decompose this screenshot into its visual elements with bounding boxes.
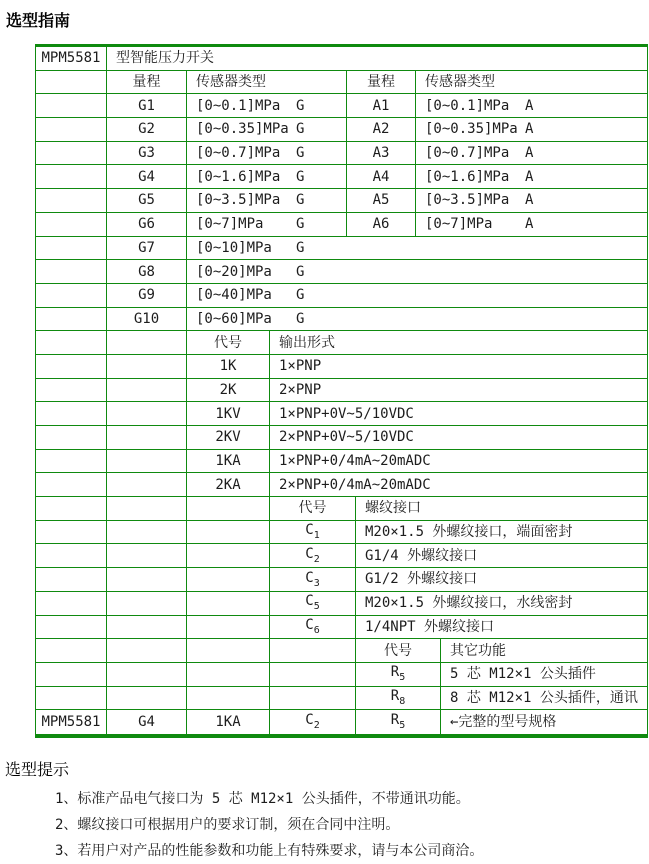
code-subscript: 5 — [399, 672, 406, 684]
g-range-cell — [187, 308, 647, 331]
empty-cell — [36, 142, 107, 165]
output-code — [187, 450, 270, 473]
range-text: [0~0.1]MPa — [425, 97, 510, 114]
cell-text: MPM5581 — [41, 714, 101, 731]
output-code — [187, 426, 270, 449]
a-range-code — [347, 165, 416, 188]
cell-text: G8 — [138, 263, 155, 280]
thread-code — [270, 544, 356, 567]
tip-item-3: 3、若用户对产品的性能参数和功能上有特殊要求，请与本公司商洽。 — [55, 842, 484, 859]
thread-row — [36, 544, 647, 568]
model-code — [36, 47, 107, 70]
cell-text: 2KA — [215, 476, 241, 493]
example-extra — [356, 710, 441, 734]
range-text: [0~7]MPa — [425, 216, 493, 233]
extra-title — [441, 639, 647, 662]
thread-title — [356, 497, 647, 520]
cell-text: 螺纹接口 — [365, 500, 421, 517]
g-range-code — [107, 213, 187, 236]
range-row — [36, 165, 647, 189]
a-range-code — [347, 142, 416, 165]
cell-text: MPM5581 — [41, 50, 101, 67]
empty-cell — [270, 687, 356, 710]
model-description — [107, 47, 647, 70]
code-subscript: 3 — [313, 577, 320, 589]
cell-text: M20×1.5 外螺纹接口，水线密封 — [365, 595, 573, 612]
empty-cell — [36, 260, 107, 283]
empty-cell — [36, 497, 107, 520]
empty-cell — [107, 687, 187, 710]
thread-code — [270, 521, 356, 544]
sensor-type-letter: A — [525, 216, 534, 233]
output-code — [187, 402, 270, 425]
range-header — [347, 71, 416, 94]
cell-text: 2×PNP+0V~5/10VDC — [279, 429, 414, 446]
cell-text: 1/4NPT 外螺纹接口 — [365, 618, 495, 635]
output-code — [187, 355, 270, 378]
empty-cell — [107, 568, 187, 591]
page-title: 选型指南 — [6, 11, 71, 30]
empty-cell — [270, 663, 356, 686]
empty-cell — [187, 616, 270, 639]
empty-cell — [187, 568, 270, 591]
cell-text: G7 — [138, 239, 155, 256]
cell-text: 代号 — [214, 334, 242, 351]
tips-list — [0, 786, 649, 864]
g-range-code — [107, 284, 187, 307]
extra-code — [356, 687, 441, 710]
sensor-type-letter: G — [296, 145, 305, 162]
a-range-code — [347, 118, 416, 141]
sensor-type-letter: A — [525, 121, 534, 138]
g-range-code — [107, 118, 187, 141]
empty-cell — [107, 592, 187, 615]
code-with-subscript — [391, 713, 405, 731]
empty-cell — [187, 592, 270, 615]
example-range — [107, 710, 187, 734]
code-base: R — [390, 688, 400, 704]
g-range-code — [107, 308, 187, 331]
output-row — [36, 426, 647, 450]
g-range-cell — [187, 284, 647, 307]
thread-desc — [356, 544, 647, 567]
code-subscript: 1 — [313, 529, 320, 541]
g-range-cell — [187, 165, 347, 188]
sensor-type-letter: G — [296, 216, 305, 233]
empty-cell — [36, 568, 107, 591]
g-range-code — [107, 189, 187, 212]
code-subscript: 8 — [399, 695, 406, 707]
sensor-type-letter: A — [525, 145, 534, 162]
code-with-subscript — [305, 523, 319, 541]
cell-text: 输出形式 — [279, 334, 335, 351]
thread-code — [270, 592, 356, 615]
empty-cell — [36, 189, 107, 212]
code-base: R — [390, 664, 400, 681]
empty-cell — [36, 165, 107, 188]
thread-desc — [356, 616, 647, 639]
sensor-type-letter: G — [296, 192, 305, 209]
range-row — [36, 260, 647, 284]
range-row — [36, 142, 647, 166]
example-output — [187, 710, 270, 734]
sensor-type-letter: G — [296, 310, 305, 327]
cell-text: 型智能压力开关 — [116, 50, 214, 67]
empty-cell — [36, 687, 107, 710]
code-base: C — [305, 616, 314, 633]
thread-row — [36, 616, 647, 640]
extra-header-row — [36, 639, 647, 663]
thread-row — [36, 521, 647, 545]
empty-cell — [36, 450, 107, 473]
range-text: [0~10]MPa — [196, 239, 272, 256]
empty-cell — [107, 331, 187, 354]
output-desc — [270, 355, 647, 378]
code-with-subscript — [305, 594, 319, 612]
empty-cell — [107, 402, 187, 425]
code-with-subscript — [305, 713, 319, 731]
code-with-subscript — [305, 571, 319, 589]
code-subscript: 6 — [313, 624, 320, 636]
code-base: C — [305, 593, 314, 610]
output-header-row — [36, 331, 647, 355]
cell-text: 1×PNP+0V~5/10VDC — [279, 405, 414, 422]
empty-cell — [36, 663, 107, 686]
g-range-cell — [187, 237, 647, 260]
code-label — [270, 497, 356, 520]
empty-cell — [36, 592, 107, 615]
output-desc — [270, 379, 647, 402]
a-range-code — [347, 189, 416, 212]
cell-text: G2 — [138, 121, 155, 138]
code-with-subscript — [391, 689, 405, 707]
cell-text: G5 — [138, 192, 155, 209]
cell-text: 其它功能 — [450, 642, 506, 659]
empty-cell — [36, 521, 107, 544]
extra-row — [36, 663, 647, 687]
empty-cell — [107, 355, 187, 378]
range-row — [36, 94, 647, 118]
empty-cell — [107, 473, 187, 496]
output-row — [36, 379, 647, 403]
sensor-type-letter: A — [525, 97, 534, 114]
empty-cell — [36, 94, 107, 117]
cell-text: 1×PNP+0/4mA~20mADC — [279, 453, 431, 470]
code-subscript: 5 — [399, 719, 406, 731]
sensor-type-letter: G — [296, 287, 305, 304]
g-range-code — [107, 165, 187, 188]
range-row — [36, 308, 647, 332]
cell-text: G6 — [138, 216, 155, 233]
g-range-cell — [187, 189, 347, 212]
output-row — [36, 355, 647, 379]
empty-cell — [36, 331, 107, 354]
selection-table — [35, 44, 648, 738]
cell-text: 传感器类型 — [196, 74, 266, 91]
g-range-code — [107, 94, 187, 117]
code-subscript: 2 — [313, 719, 320, 731]
g-range-cell — [187, 118, 347, 141]
cell-text: A6 — [372, 216, 390, 233]
empty-cell — [107, 379, 187, 402]
cell-text: ←完整的型号规格 — [450, 714, 557, 731]
range-row — [36, 118, 647, 142]
sensor-type-letter: G — [296, 121, 305, 138]
cell-text: 8 芯 M12×1 公头插件，通讯 — [450, 689, 638, 706]
range-text: [0~7]MPa — [196, 216, 264, 233]
code-subscript: 5 — [313, 601, 320, 613]
thread-code — [270, 616, 356, 639]
cell-text: M20×1.5 外螺纹接口，端面密封 — [365, 524, 573, 541]
thread-desc — [356, 521, 647, 544]
output-row — [36, 402, 647, 426]
empty-cell — [107, 450, 187, 473]
sensor-type-letter: A — [525, 192, 534, 209]
output-code — [187, 379, 270, 402]
cell-text: 1KA — [215, 453, 241, 470]
sensor-type-letter: G — [296, 263, 305, 280]
output-desc — [270, 402, 647, 425]
range-text: [0~3.5]MPa — [425, 192, 510, 209]
empty-cell — [107, 663, 187, 686]
cell-text: 2×PNP+0/4mA~20mADC — [279, 476, 431, 493]
empty-cell — [187, 544, 270, 567]
empty-cell — [36, 402, 107, 425]
cell-text: 1K — [219, 358, 237, 375]
cell-text: 传感器类型 — [425, 74, 495, 91]
extra-row — [36, 687, 647, 711]
range-row — [36, 213, 647, 237]
cell-text: A4 — [372, 168, 390, 185]
cell-text: 代号 — [298, 500, 327, 517]
empty-cell — [187, 639, 270, 662]
empty-cell — [107, 544, 187, 567]
empty-cell — [36, 237, 107, 260]
a-range-cell — [416, 142, 647, 165]
code-with-subscript — [305, 618, 319, 636]
cell-text: 1KV — [215, 405, 241, 422]
empty-cell — [270, 639, 356, 662]
sensor-header — [416, 71, 647, 94]
extra-desc — [441, 663, 647, 686]
tip-item-2: 2、螺纹接口可根据用户的要求订制，须在合同中注明。 — [55, 816, 400, 833]
sensor-type-letter: G — [296, 239, 305, 256]
cell-text: 1KA — [215, 714, 241, 731]
empty-cell — [187, 521, 270, 544]
tip-item-1: 1、标准产品电气接口为 5 芯 M12×1 公头插件，不带通讯功能。 — [55, 790, 470, 807]
cell-text: G4 — [138, 714, 155, 731]
column-header-row — [36, 71, 647, 95]
cell-text: 5 芯 M12×1 公头插件 — [450, 666, 596, 683]
range-text: [0~3.5]MPa — [196, 192, 281, 209]
empty-cell — [36, 308, 107, 331]
empty-cell — [107, 426, 187, 449]
range-text: [0~60]MPa — [196, 310, 272, 327]
range-text: [0~1.6]MPa — [196, 168, 281, 185]
extra-code — [356, 663, 441, 686]
cell-text: G10 — [133, 310, 160, 327]
empty-cell — [36, 473, 107, 496]
empty-cell — [36, 213, 107, 236]
g-range-code — [107, 260, 187, 283]
a-range-cell — [416, 213, 647, 236]
g-range-cell — [187, 142, 347, 165]
cell-text: G1 — [138, 97, 155, 114]
range-text: [0~1.6]MPa — [425, 168, 510, 185]
cell-text: A1 — [372, 97, 390, 114]
g-range-cell — [187, 213, 347, 236]
code-label — [356, 639, 441, 662]
empty-cell — [36, 426, 107, 449]
a-range-cell — [416, 189, 647, 212]
cell-text: G1/4 外螺纹接口 — [365, 547, 478, 564]
cell-text: A5 — [372, 192, 390, 209]
g-range-code — [107, 142, 187, 165]
range-text: [0~40]MPa — [196, 287, 272, 304]
code-with-subscript — [391, 665, 405, 683]
a-range-code — [347, 94, 416, 117]
range-text: [0~0.7]MPa — [425, 145, 510, 162]
output-desc — [270, 450, 647, 473]
range-text: [0~0.35]MPa — [425, 121, 518, 138]
code-label — [187, 331, 270, 354]
empty-cell — [36, 379, 107, 402]
sensor-type-letter: A — [525, 168, 534, 185]
empty-cell — [36, 544, 107, 567]
model-row — [36, 47, 647, 71]
thread-header-row — [36, 497, 647, 521]
thread-row — [36, 592, 647, 616]
code-base: C — [305, 545, 314, 562]
code-base: R — [390, 712, 400, 729]
g-range-cell — [187, 94, 347, 117]
code-base: C — [305, 712, 314, 729]
output-title — [270, 331, 647, 354]
cell-text: 代号 — [384, 642, 412, 659]
empty-cell — [36, 118, 107, 141]
g-range-code — [107, 237, 187, 260]
empty-cell — [187, 663, 270, 686]
cell-text: 量程 — [367, 74, 395, 91]
range-header — [107, 71, 187, 94]
thread-code — [270, 568, 356, 591]
range-row — [36, 237, 647, 261]
output-desc — [270, 473, 647, 496]
a-range-cell — [416, 165, 647, 188]
cell-text: 2×PNP — [279, 381, 322, 398]
example-row — [36, 710, 647, 734]
cell-text: G4 — [138, 168, 155, 185]
empty-cell — [36, 284, 107, 307]
cell-text: G9 — [138, 287, 155, 304]
output-code — [187, 473, 270, 496]
thread-desc — [356, 568, 647, 591]
a-range-code — [347, 213, 416, 236]
empty-cell — [36, 355, 107, 378]
sensor-type-letter: G — [296, 97, 305, 114]
range-text: [0~0.35]MPa — [196, 121, 289, 138]
page — [0, 8, 649, 864]
cell-text: A2 — [372, 121, 390, 138]
cell-text: 2K — [219, 381, 237, 398]
a-range-cell — [416, 118, 647, 141]
extra-desc — [441, 687, 647, 710]
cell-text: A3 — [372, 145, 390, 162]
empty-cell — [187, 687, 270, 710]
code-with-subscript — [305, 547, 319, 565]
empty-cell — [36, 71, 107, 94]
thread-desc — [356, 592, 647, 615]
output-desc — [270, 426, 647, 449]
tips-title: 选型提示 — [5, 759, 70, 779]
sensor-header — [187, 71, 347, 94]
cell-text: G3 — [138, 145, 155, 162]
range-row — [36, 284, 647, 308]
example-note — [441, 710, 647, 734]
empty-cell — [36, 616, 107, 639]
range-text: [0~0.1]MPa — [196, 97, 281, 114]
cell-text: 2KV — [215, 429, 241, 446]
empty-cell — [107, 639, 187, 662]
output-row — [36, 473, 647, 497]
output-row — [36, 450, 647, 474]
code-base: C — [305, 569, 314, 586]
example-model — [36, 710, 107, 734]
range-text: [0~0.7]MPa — [196, 145, 281, 162]
empty-cell — [107, 521, 187, 544]
a-range-cell — [416, 94, 647, 117]
empty-cell — [36, 639, 107, 662]
empty-cell — [187, 497, 270, 520]
cell-text: 1×PNP — [279, 358, 322, 375]
code-base: C — [305, 522, 314, 539]
cell-text: 量程 — [132, 74, 161, 91]
thread-row — [36, 568, 647, 592]
example-thread — [270, 710, 356, 734]
sensor-type-letter: G — [296, 168, 305, 185]
empty-cell — [107, 616, 187, 639]
range-row — [36, 189, 647, 213]
empty-cell — [107, 497, 187, 520]
cell-text: G1/2 外螺纹接口 — [365, 571, 478, 588]
range-text: [0~20]MPa — [196, 263, 272, 280]
code-subscript: 2 — [313, 553, 320, 565]
g-range-cell — [187, 260, 647, 283]
